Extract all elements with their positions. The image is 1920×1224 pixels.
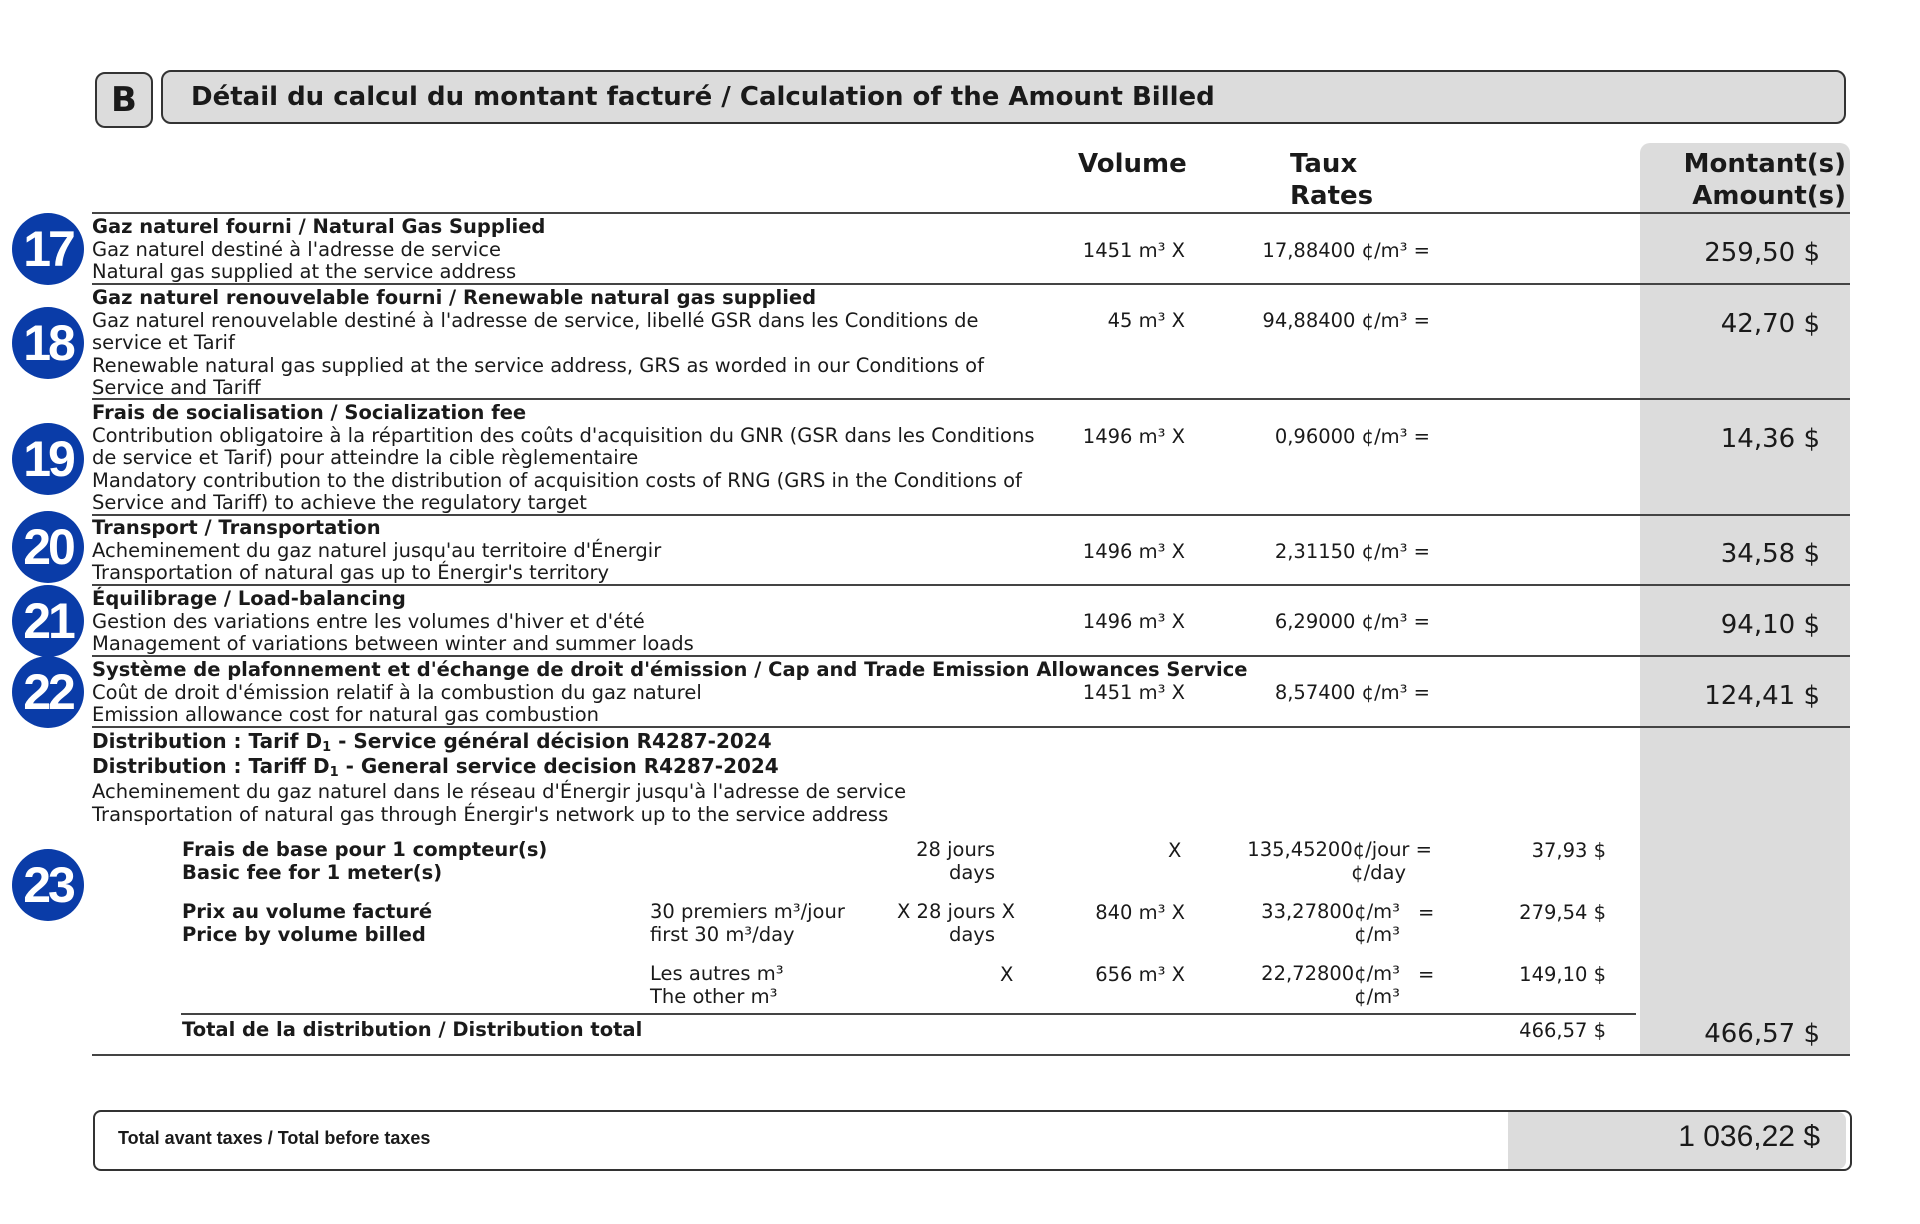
header-rates-en: Rates (1290, 181, 1374, 211)
item-description (92, 517, 661, 585)
first30-rate-value: 33,27800¢/m³ (1261, 900, 1400, 923)
row-divider (92, 212, 1850, 214)
other-volume-label (650, 963, 784, 1008)
item-volume: 45 m³ X (1107, 309, 1185, 332)
item-description (92, 216, 545, 284)
item-volume: 1496 m³ X (1082, 610, 1185, 633)
item-volume: 1451 m³ X (1082, 239, 1185, 262)
first30-volume: 840 m³ X (1095, 901, 1185, 924)
base-fee-label-en: Basic fee for 1 meter(s) (182, 860, 443, 884)
item-amount: 94,10 $ (1720, 610, 1820, 640)
item-line: Renewable natural gas supplied at the service address, GRS as worded in our Conditions of (92, 353, 984, 377)
item-title: Frais de socialisation / Socialization fee (92, 401, 527, 424)
item-rate: 94,88400 ¢/m³ = (1262, 309, 1430, 332)
distribution-title-fr-rest: - Service général décision R4287-2024 (331, 729, 772, 753)
item-description (92, 287, 984, 400)
item-line: Gestion des variations entre les volumes d'hiver et d'été (92, 609, 645, 633)
item-title: Gaz naturel renouvelable fourni / Renewable natural gas supplied (92, 286, 817, 309)
tariff-subscript: 1 (322, 740, 332, 755)
distribution-total-subamount: 466,57 $ (1519, 1019, 1606, 1042)
first30-rate (1200, 901, 1400, 946)
item-description (92, 588, 694, 656)
other-amount: 149,10 $ (1519, 963, 1606, 986)
item-rate: 6,29000 ¢/m³ = (1274, 610, 1430, 633)
item-title: Équilibrage / Load-balancing (92, 587, 406, 610)
total-before-taxes-amount: 1 036,22 $ (1678, 1120, 1820, 1153)
item-rate: 8,57400 ¢/m³ = (1274, 681, 1430, 704)
header-volume: Volume (1078, 149, 1187, 179)
base-fee-amount: 37,93 $ (1531, 839, 1606, 862)
item-line: de service et Tarif) pour atteindre la cible règlementaire (92, 446, 639, 469)
item-description (92, 402, 1034, 515)
other-multiply: X (1000, 963, 1014, 986)
base-fee-label-fr: Frais de base pour 1 compteur(s) (182, 838, 548, 861)
first30-rate-unit: ¢/m³ (1354, 922, 1400, 946)
item-number-badge: 17 (12, 213, 84, 285)
base-fee-multiply: X (1168, 839, 1182, 862)
other-volume-label-fr: Les autres m³ (650, 962, 784, 985)
item-line: Management of variations between winter and summer loads (92, 632, 694, 655)
header-rates-fr: Taux (1290, 149, 1358, 179)
item-amount: 259,50 $ (1704, 238, 1820, 268)
item-number-badge: 22 (12, 656, 84, 728)
first30-days-en: days (948, 922, 995, 946)
base-fee-days-fr: 28 jours (916, 838, 995, 861)
section-letter: B (95, 72, 153, 128)
item-line: Mandatory contribution to the distribution of acquisition costs of RNG (GRS in the Conditions of (92, 468, 1022, 492)
distribution-title-en-text: Distribution : Tariff D (92, 754, 330, 778)
distribution-desc-fr: Acheminement du gaz naturel dans le réseau d'Énergir jusqu'à l'adresse de service (92, 780, 907, 803)
other-rate-unit: ¢/m³ (1354, 984, 1400, 1008)
first30-days-fr: X 28 jours X (896, 900, 1015, 923)
other-rate-value: 22,72800¢/m³ (1261, 962, 1400, 985)
item-line: Natural gas supplied at the service address (92, 260, 517, 283)
table-bottom-rule (92, 1054, 1850, 1056)
item-amount: 34,58 $ (1720, 539, 1820, 569)
other-equals: = (1418, 963, 1435, 986)
base-fee-rate (1200, 839, 1432, 884)
item-volume: 1451 m³ X (1082, 681, 1185, 704)
first30-equals: = (1418, 901, 1435, 924)
item-number-badge: 20 (12, 511, 84, 583)
item-rate: 0,96000 ¢/m³ = (1274, 425, 1430, 448)
item-title: Gaz naturel fourni / Natural Gas Supplied (92, 215, 546, 238)
item-title: Système de plafonnement et d'échange de droit d'émission / Cap and Trade Emission Allowances Service (92, 658, 1248, 681)
item-volume: 1496 m³ X (1082, 540, 1185, 563)
item-line: Coût de droit d'émission relatif à la combustion du gaz naturel (92, 680, 702, 704)
base-fee-rate-value: 135,45200¢/jour = (1247, 838, 1432, 861)
item-line: Emission allowance cost for natural gas combustion (92, 703, 599, 726)
item-number-badge: 18 (12, 307, 84, 379)
item-amount: 124,41 $ (1704, 681, 1820, 711)
other-volume: 656 m³ X (1095, 963, 1185, 986)
base-fee-rate-unit: ¢/day (1351, 860, 1406, 884)
header-amount-en: Amount(s) (1692, 181, 1846, 211)
base-fee-days-en: days (948, 860, 995, 884)
item-line: Acheminement du gaz naturel jusqu'au territoire d'Énergir (92, 538, 662, 562)
volume-price-label-en: Price by volume billed (182, 922, 426, 946)
amount-column-background (1640, 143, 1850, 1055)
item-number-badge: 23 (12, 849, 84, 921)
first30-label-en: first 30 m³/day (650, 922, 795, 946)
tariff-subscript: 1 (329, 765, 339, 780)
item-amount: 42,70 $ (1720, 309, 1820, 339)
base-fee-days (880, 839, 995, 884)
other-rate (1200, 963, 1400, 1008)
item-title: Transport / Transportation (92, 516, 381, 539)
distribution-description (92, 780, 906, 826)
other-volume-label-en: The other m³ (650, 984, 778, 1008)
distribution-total-label: Total de la distribution / Distribution total (182, 1018, 643, 1041)
first30-label-fr: 30 premiers m³/jour (650, 900, 845, 923)
item-amount: 14,36 $ (1720, 424, 1820, 454)
item-line: Transportation of natural gas up to Énergir's territory (92, 561, 610, 584)
item-line: Gaz naturel renouvelable destiné à l'adresse de service, libellé GSR dans les Conditions de (92, 308, 979, 332)
item-line: service et Tarif (92, 331, 235, 354)
total-before-taxes-label: Total avant taxes / Total before taxes (118, 1128, 431, 1148)
section-title: Détail du calcul du montant facturé / Calculation of the Amount Billed (161, 70, 1846, 124)
distribution-title-fr-text: Distribution : Tarif D (92, 729, 323, 753)
first30-days (870, 901, 1015, 946)
item-line: Contribution obligatoire à la répartition des coûts d'acquisition du GNR (GSR dans les Conditions (92, 423, 1035, 447)
distribution-total-rule (181, 1013, 1636, 1015)
item-number-badge: 21 (12, 585, 84, 657)
item-line: Gaz naturel destiné à l'adresse de service (92, 237, 501, 261)
item-volume: 1496 m³ X (1082, 425, 1185, 448)
header-amount-fr: Montant(s) (1683, 149, 1846, 179)
distribution-desc-en: Transportation of natural gas through Énergir's network up to the service address (92, 803, 889, 826)
item-rate: 17,88400 ¢/m³ = (1262, 239, 1430, 262)
item-number-badge: 19 (12, 423, 84, 495)
distribution-title-en-rest: - General service decision R4287-2024 (338, 754, 779, 778)
item-rate: 2,31150 ¢/m³ = (1274, 540, 1430, 563)
first30-amount: 279,54 $ (1519, 901, 1606, 924)
item-line: Service and Tariff) to achieve the regulatory target (92, 491, 587, 514)
base-fee-label (182, 839, 547, 884)
volume-price-label-fr: Prix au volume facturé (182, 900, 433, 923)
first30-label (650, 901, 845, 946)
distribution-total-amount: 466,57 $ (1704, 1019, 1820, 1049)
volume-price-label (182, 901, 432, 946)
item-line: Service and Tariff (92, 376, 261, 399)
